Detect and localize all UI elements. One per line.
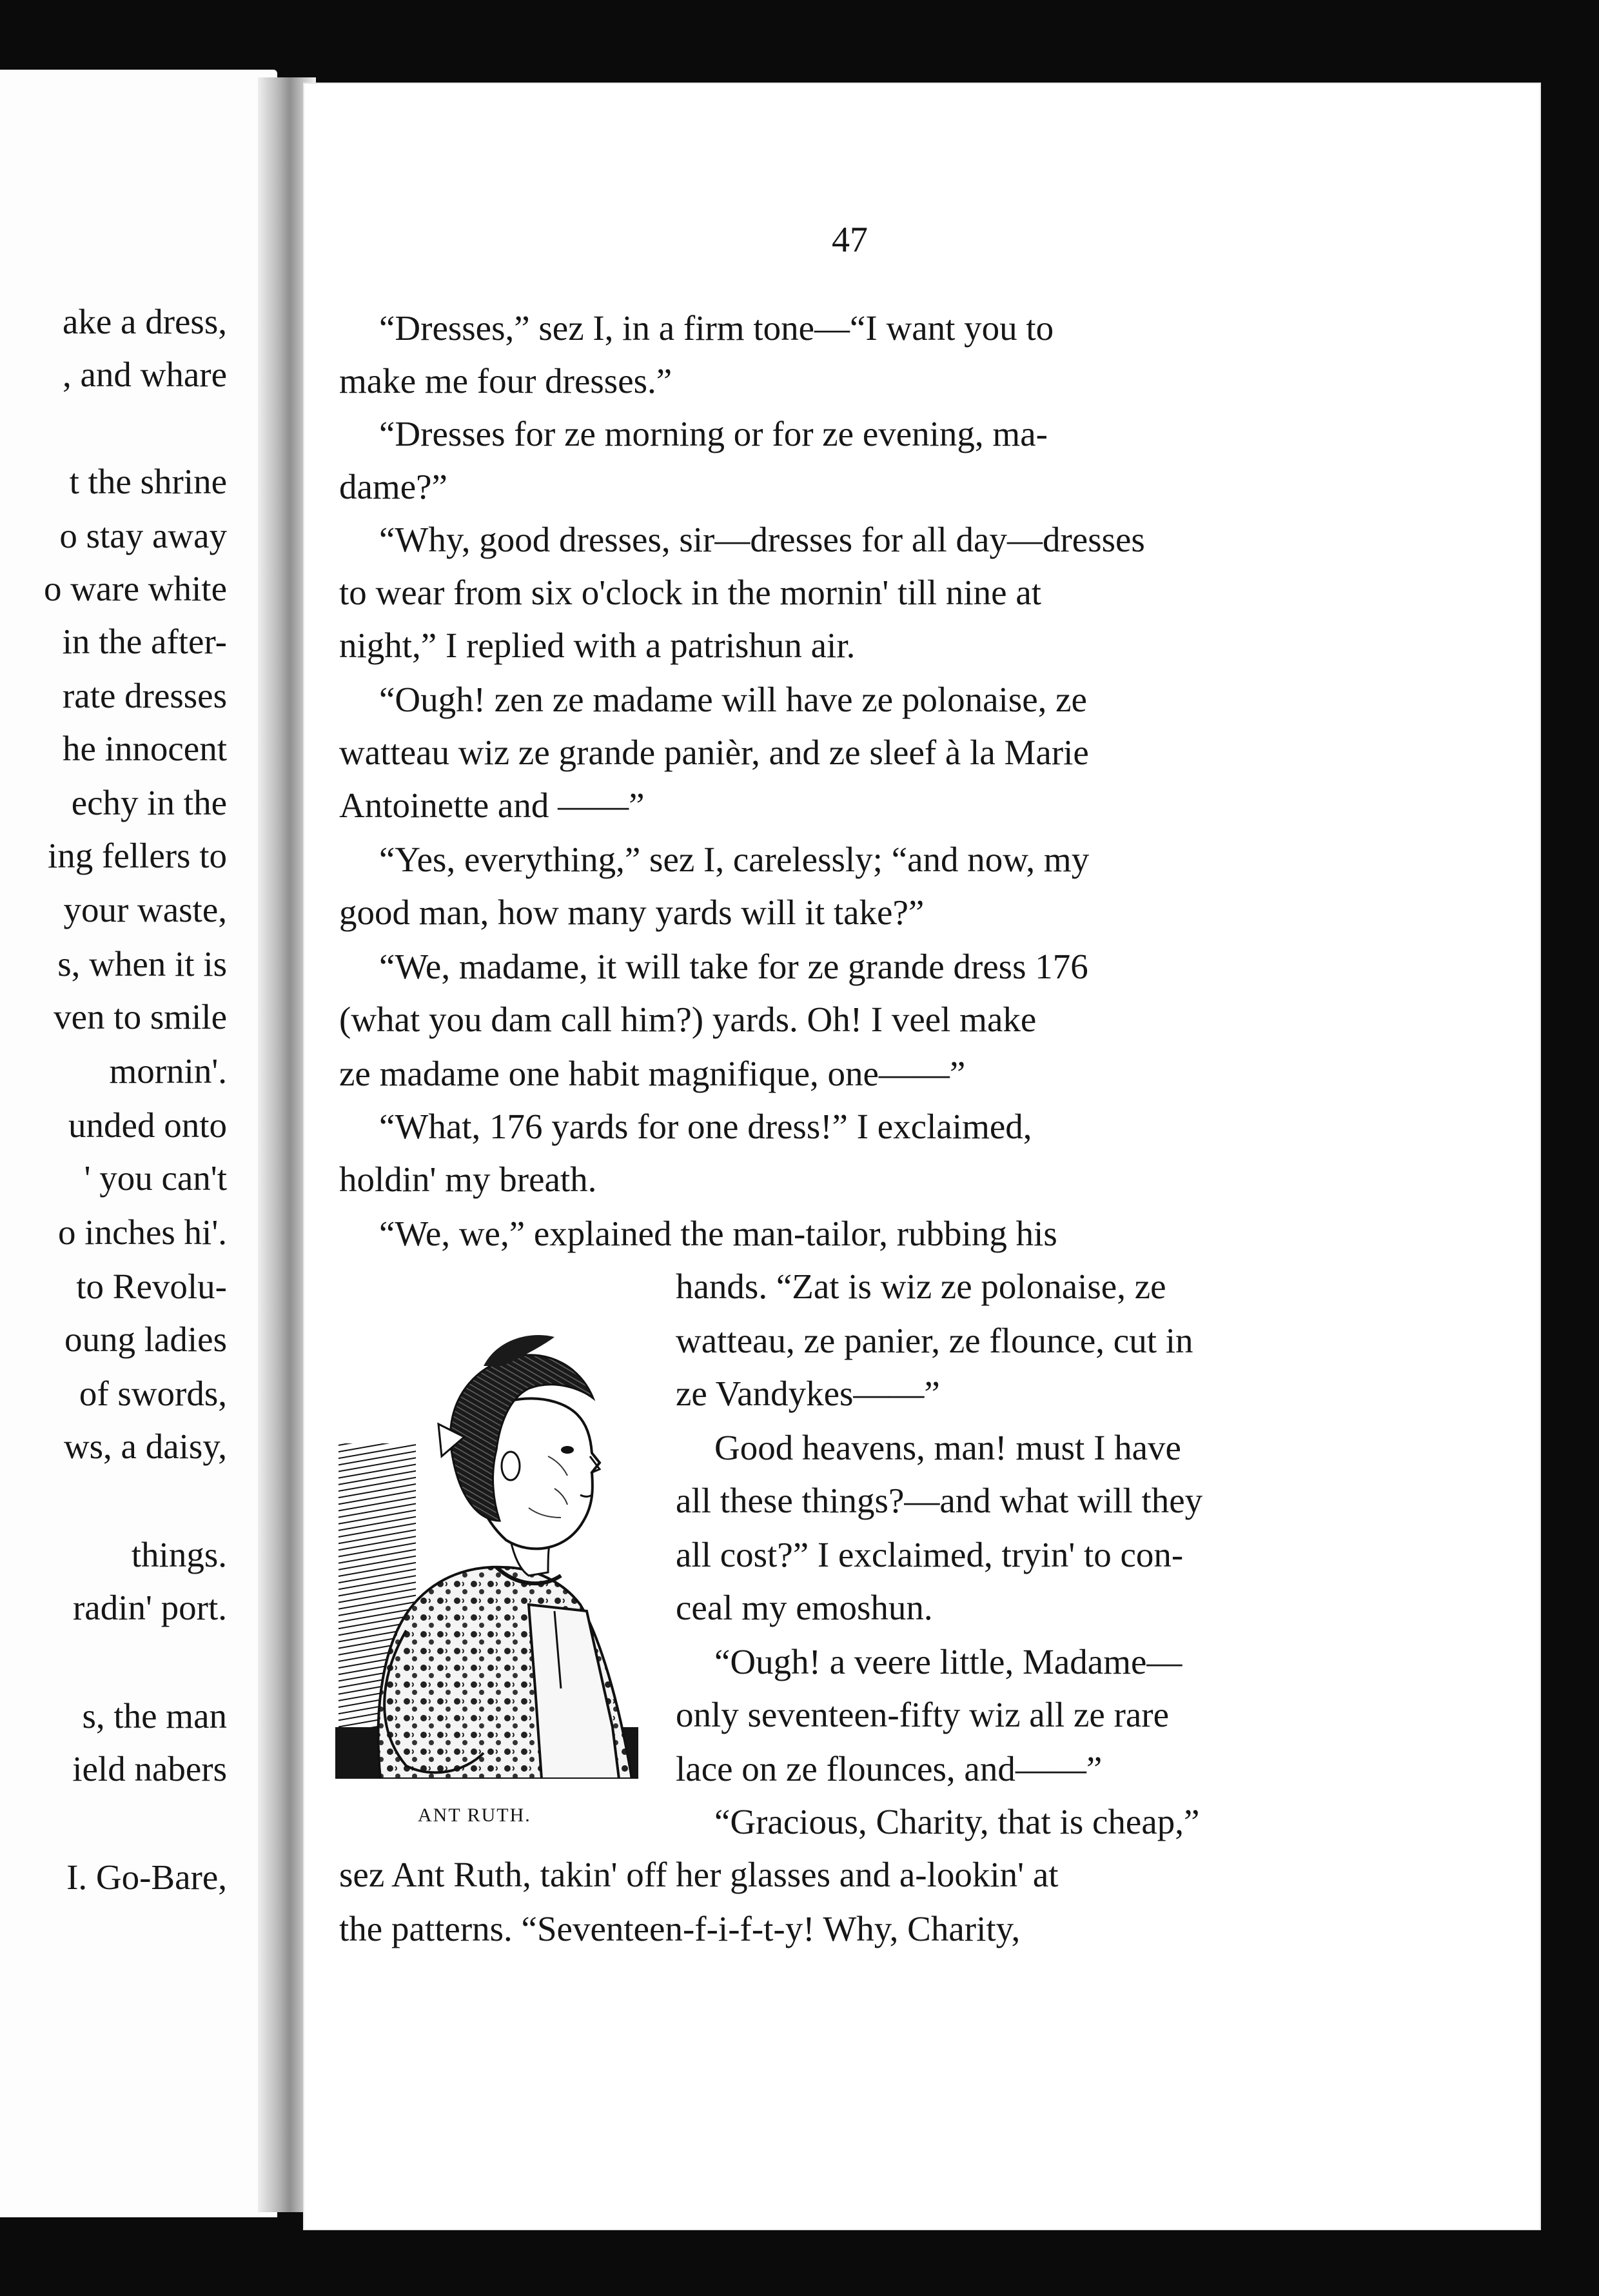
text-line: “Dresses,” sez I, in a firm tone—“I want you to	[379, 308, 1054, 348]
text-line: all these things?—and what will they	[676, 1481, 1203, 1520]
left-page-line: s, when it is	[57, 944, 227, 984]
text-line: the patterns. “Seventeen-f-i-f-t-y! Why, Charity,	[339, 1909, 1021, 1948]
text-line: “Ough! zen ze madame will have ze polonaise, ze	[379, 680, 1087, 719]
left-page-line: I. Go-Bare,	[66, 1857, 227, 1897]
text-line: “Why, good dresses, sir—dresses for all day—dresses	[379, 520, 1145, 559]
left-page-line: s, the man	[82, 1696, 227, 1736]
text-line: make me four dresses.”	[339, 361, 672, 401]
left-page-line: rate dresses	[62, 676, 227, 715]
text-line: ze Vandykes——”	[676, 1374, 940, 1413]
left-page-line: of swords,	[79, 1374, 227, 1413]
text-line: ceal my emoshun.	[676, 1588, 933, 1627]
left-page-line: he innocent	[62, 729, 227, 768]
left-page-line: your waste,	[63, 890, 227, 929]
left-page-line: in the after-	[62, 622, 227, 661]
text-line: “We, madame, it will take for ze grande dress 176	[379, 947, 1088, 986]
text-line: “Yes, everything,” sez I, carelessly; “and now, my	[379, 840, 1090, 879]
left-page-line: unded onto	[68, 1105, 227, 1145]
text-line: “What, 176 yards for one dress!” I exclaimed,	[379, 1107, 1032, 1146]
text-line: good man, how many yards will it take?”	[339, 893, 925, 932]
text-line: night,” I replied with a patrishun air.	[339, 626, 856, 665]
ant-ruth-illustration	[335, 1327, 638, 1779]
text-line: “Gracious, Charity, that is cheap,”	[714, 1802, 1200, 1841]
text-line: lace on ze flounces, and——”	[676, 1749, 1103, 1788]
text-line: all cost?” I exclaimed, tryin' to con-	[676, 1535, 1184, 1574]
left-page-line: t the shrine	[69, 462, 227, 501]
left-page-line: echy in the	[71, 783, 227, 822]
left-page-line: ake a dress,	[62, 302, 227, 341]
page-number: 47	[832, 220, 868, 260]
text-line: “Ough! a veere little, Madame—	[714, 1642, 1182, 1681]
left-page-line: , and whare	[62, 355, 227, 394]
previous-page	[0, 70, 277, 2217]
text-line: “We, we,” explained the man-tailor, rubbing his	[379, 1214, 1057, 1253]
text-line: dame?”	[339, 467, 447, 506]
left-page-line: o inches hi'.	[58, 1212, 227, 1252]
illustration-caption: ANT RUTH.	[418, 1805, 531, 1826]
text-line: ze madame one habit magnifique, one——”	[339, 1054, 966, 1093]
text-line: watteau wiz ze grande panièr, and ze sleef à la Marie	[339, 733, 1089, 772]
text-line: only seventeen-fifty wiz all ze rare	[676, 1695, 1170, 1734]
left-page-line: ing fellers to	[48, 836, 227, 875]
text-line: “Dresses for ze morning or for ze evening, ma-	[379, 414, 1048, 453]
left-page-line: o stay away	[59, 516, 227, 555]
left-page-line: ven to smile	[54, 997, 227, 1036]
left-page-line: to Revolu-	[76, 1267, 227, 1306]
left-page-line: things.	[131, 1535, 227, 1574]
text-line: to wear from six o'clock in the mornin' till nine at	[339, 573, 1042, 612]
text-line: (what you dam call him?) yards. Oh! I veel make	[339, 1000, 1037, 1039]
text-line: sez Ant Ruth, takin' off her glasses and a-lookin' at	[339, 1855, 1059, 1894]
left-page-line: radin' port.	[72, 1588, 227, 1627]
text-line: hands. “Zat is wiz ze polonaise, ze	[676, 1267, 1166, 1306]
left-page-line: oung ladies	[64, 1320, 227, 1359]
left-page-line: ws, a daisy,	[63, 1427, 227, 1466]
left-page-line: mornin'.	[109, 1051, 227, 1091]
text-line: watteau, ze panier, ze flounce, cut in	[676, 1321, 1193, 1360]
left-page-line: ' you can't	[84, 1158, 227, 1198]
text-line: holdin' my breath.	[339, 1160, 597, 1199]
left-page-line: ield nabers	[72, 1749, 227, 1788]
text-line: Antoinette and ——”	[339, 786, 645, 825]
text-line: Good heavens, man! must I have	[714, 1428, 1181, 1467]
left-page-line: o ware white	[43, 569, 227, 608]
